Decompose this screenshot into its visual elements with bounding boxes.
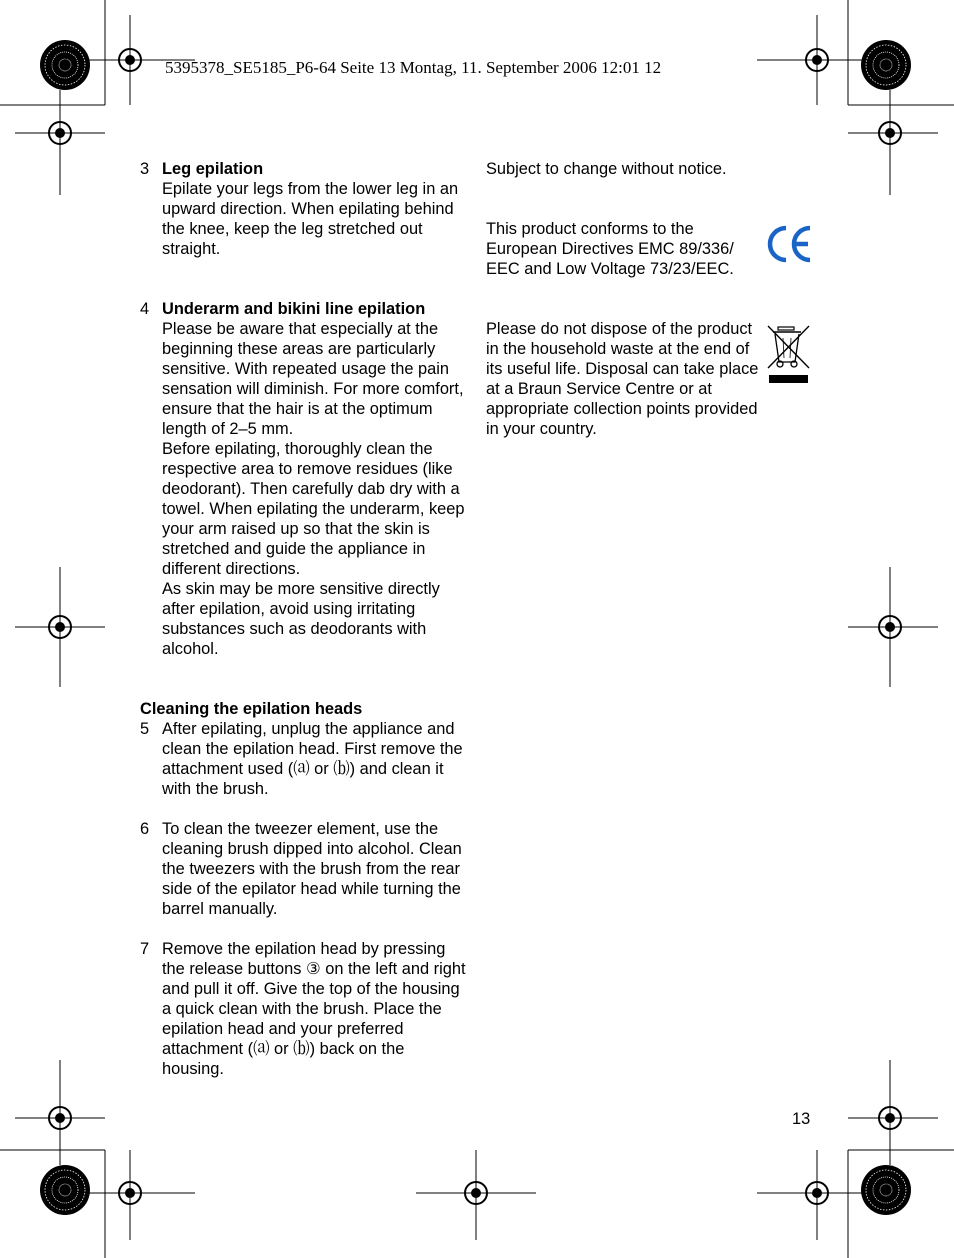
step-paragraph: Please be aware that especially at the beginning these areas are particularly sensitive. With repeated usage the pain sensation will diminish. For more comfort, ensure that the hair is at the optimum length of 2–5 mm. (162, 320, 464, 438)
step-number: 3 (140, 160, 150, 178)
step-title: Leg epilation (162, 160, 264, 178)
step-number: 4 (140, 300, 150, 318)
step-text: Remove the epilation head by pressing the release buttons ③ on the left and right and pull it off. Give the top of the housing a quick clean with the brush. Place the epilation head and your preferred attachment (⒜ or ⒝) back on the housing. (162, 940, 466, 1078)
step-item (140, 299, 470, 659)
print-slug-header: 5395378_SE5185_P6-64 Seite 13 Montag, 11. September 2006 12:01 12 (165, 58, 662, 77)
step-title: Underarm and bikini line epilation (162, 300, 426, 318)
change-notice: Subject to change without notice. (486, 160, 727, 178)
step-item (140, 159, 470, 259)
ce-mark-icon (766, 222, 814, 266)
cleaning-heading: Cleaning the epilation heads (140, 700, 363, 718)
step-number: 5 (140, 720, 150, 738)
crossed-out-wheelie-bin-icon (765, 322, 813, 388)
step-paragraph: Before epilating, thoroughly clean the respective area to remove residues (like deodorant). Then carefully dab dry with a towel. When epilating the underarm, keep your arm raised up so that the skin is stretched and guide the appliance in different directions. (162, 440, 465, 578)
conformity-text: This product conforms to the European Directives EMC 89/336/ EEC and Low Voltage 73/23/EEC. (486, 220, 734, 278)
step-item (140, 719, 470, 799)
step-number: 7 (140, 940, 150, 958)
step-text: To clean the tweezer element, use the cleaning brush dipped into alcohol. Clean the tweezers with the brush from the rear side of the epilator head while turning the barrel manually. (162, 820, 462, 918)
steps-list-b (140, 719, 470, 1079)
steps-list-a (140, 159, 470, 659)
step-item (140, 939, 470, 1079)
disposal-text: Please do not dispose of the product in the household waste at the end of its useful life. Disposal can take place at a Braun Service Centre or at appropriate collection points provided in your country. (486, 320, 759, 438)
step-paragraph: As skin may be more sensitive directly after epilation, avoid using irritating substances such as deodorants with alcohol. (162, 580, 440, 658)
step-paragraph: Epilate your legs from the lower leg in an upward direction. When epilating behind the knee, keep the leg stretched out straight. (162, 180, 459, 258)
page-number: 13 (792, 1110, 811, 1128)
left-column (140, 159, 470, 1079)
step-text: After epilating, unplug the appliance and clean the epilation head. First remove the attachment used (⒜ or ⒝) and clean it with the brush. (162, 720, 463, 798)
step-number: 6 (140, 820, 150, 838)
step-item (140, 819, 470, 919)
right-column (486, 159, 761, 439)
